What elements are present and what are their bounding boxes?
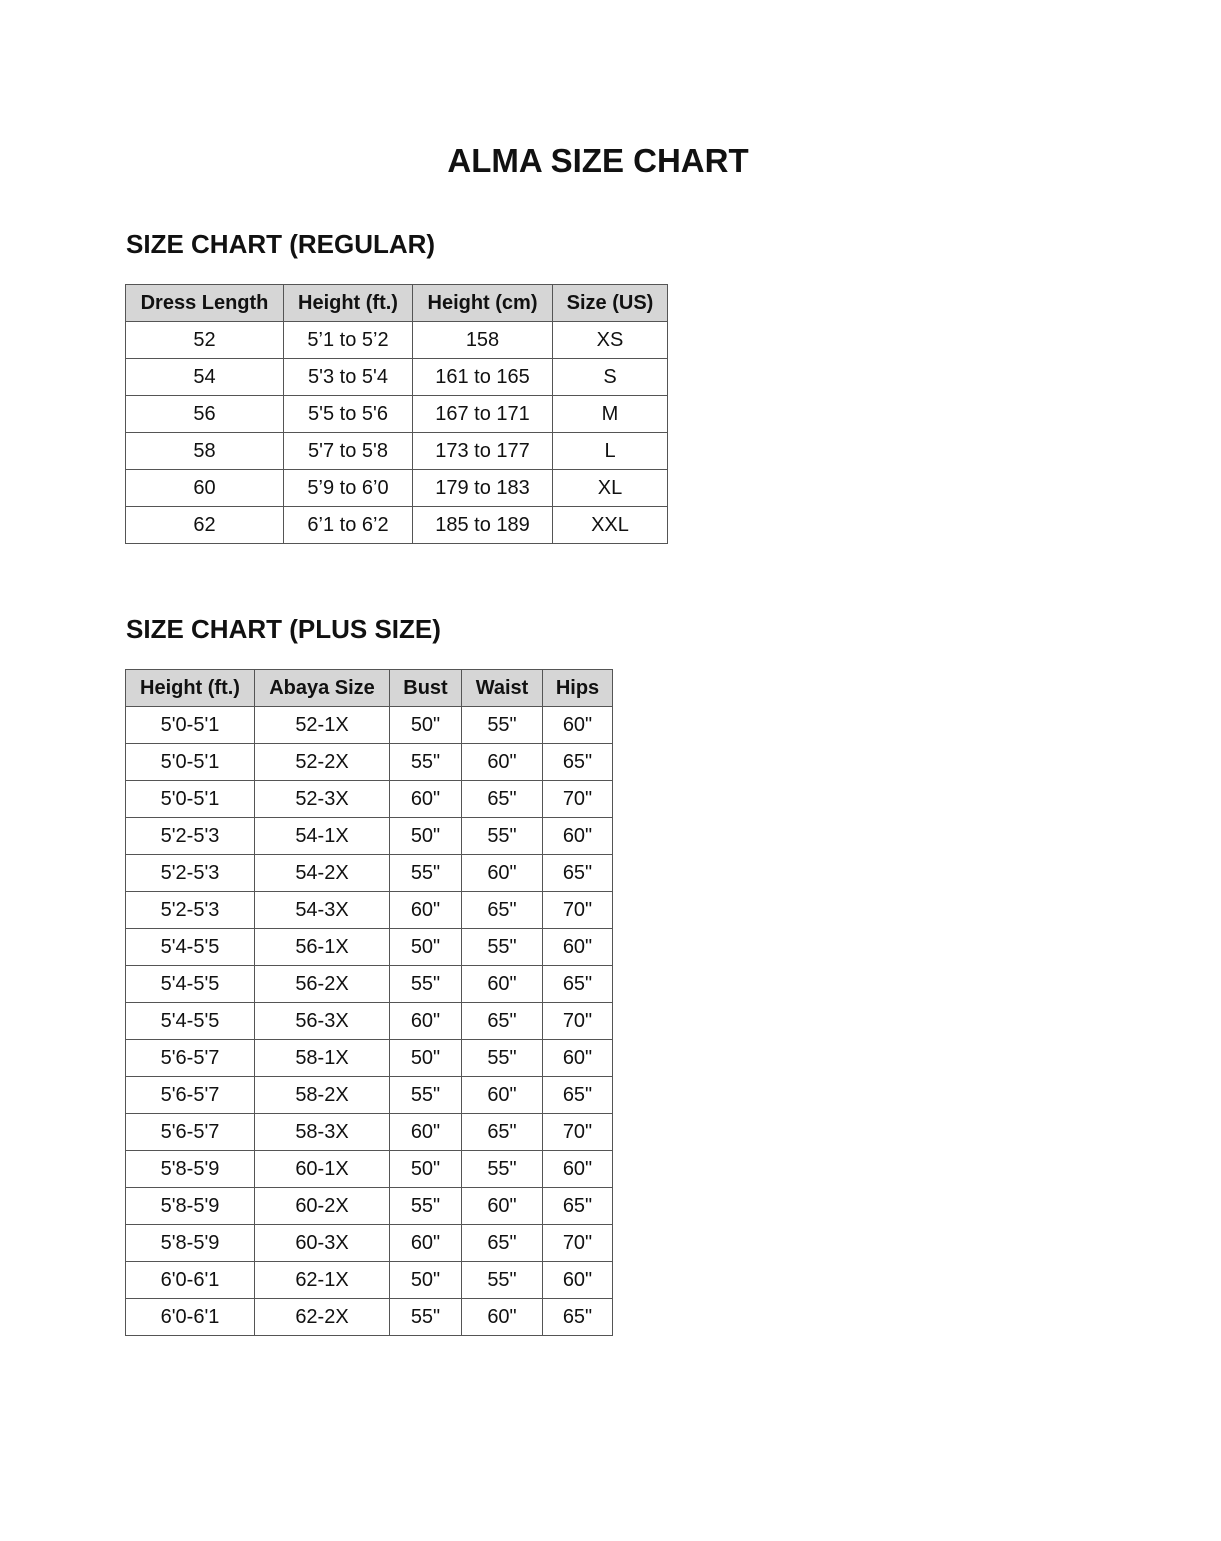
plus-size-table (125, 669, 613, 1336)
table-row (126, 1299, 613, 1336)
table-cell: 5'6-5'7 (126, 1114, 255, 1151)
table-cell: 52-3X (255, 781, 390, 818)
table-cell: 55" (390, 1077, 462, 1114)
table-row (126, 1151, 613, 1188)
table-cell: 60" (462, 855, 543, 892)
table-cell: 55" (462, 818, 543, 855)
table-cell: 55" (462, 1262, 543, 1299)
table-cell: 52-2X (255, 744, 390, 781)
table-cell: 60 (126, 470, 284, 507)
table-row (126, 433, 668, 470)
regular-size-table (125, 284, 668, 544)
column-header: Hips (543, 670, 613, 707)
table-cell: 55" (390, 744, 462, 781)
table-cell: 60" (462, 1188, 543, 1225)
table-row (126, 507, 668, 544)
table-cell: 5'5 to 5'6 (284, 396, 413, 433)
table-cell: 55" (462, 1151, 543, 1188)
table-cell: 60" (462, 966, 543, 1003)
table-cell: XL (553, 470, 668, 507)
table-cell: 58-2X (255, 1077, 390, 1114)
table-cell: 58-3X (255, 1114, 390, 1151)
regular-size-heading: SIZE CHART (REGULAR) (126, 229, 436, 259)
table-cell: 60-2X (255, 1188, 390, 1225)
table-row (126, 1003, 613, 1040)
table-cell: 62-2X (255, 1299, 390, 1336)
table-cell: 60" (462, 1299, 543, 1336)
plus-size-heading: SIZE CHART (PLUS SIZE) (126, 614, 441, 644)
table-cell: 5'8-5'9 (126, 1188, 255, 1225)
table-cell: 56-3X (255, 1003, 390, 1040)
table-cell: 5’9 to 6’0 (284, 470, 413, 507)
table-cell: 60" (390, 1225, 462, 1262)
table-row (126, 707, 613, 744)
table-cell: 60" (390, 1003, 462, 1040)
table-cell: 65" (462, 892, 543, 929)
table-header-row (126, 285, 668, 322)
page-title: ALMA SIZE CHART (447, 142, 749, 179)
table-cell: 55" (462, 1040, 543, 1077)
table-cell: 65" (462, 1225, 543, 1262)
table-cell: 70" (543, 781, 613, 818)
table-cell: 5'6-5'7 (126, 1040, 255, 1077)
table-row (126, 929, 613, 966)
table-cell: 55" (390, 1188, 462, 1225)
table-cell: 5'8-5'9 (126, 1151, 255, 1188)
table-cell: 54-3X (255, 892, 390, 929)
table-cell: 5'4-5'5 (126, 1003, 255, 1040)
table-cell: 6'0-6'1 (126, 1262, 255, 1299)
table-cell: 5'6-5'7 (126, 1077, 255, 1114)
table-cell: 60-3X (255, 1225, 390, 1262)
table-cell: 60" (543, 1262, 613, 1299)
table-cell: 5'2-5'3 (126, 818, 255, 855)
table-cell: 52 (126, 322, 284, 359)
table-cell: 173 to 177 (413, 433, 553, 470)
table-row (126, 1262, 613, 1299)
table-cell: 50" (390, 707, 462, 744)
table-cell: 70" (543, 1225, 613, 1262)
table-cell: 65" (462, 1003, 543, 1040)
table-row (126, 1188, 613, 1225)
table-cell: 50" (390, 818, 462, 855)
table-cell: 55" (462, 707, 543, 744)
table-cell: 54-2X (255, 855, 390, 892)
table-cell: M (553, 396, 668, 433)
table-cell: 167 to 171 (413, 396, 553, 433)
table-cell: 65" (543, 1077, 613, 1114)
table-row (126, 744, 613, 781)
table-cell: 5'0-5'1 (126, 744, 255, 781)
table-cell: 6’1 to 6’2 (284, 507, 413, 544)
table-cell: 65" (543, 1299, 613, 1336)
table-cell: 65" (462, 781, 543, 818)
table-cell: 56 (126, 396, 284, 433)
table-cell: 65" (543, 855, 613, 892)
table-cell: 6'0-6'1 (126, 1299, 255, 1336)
table-cell: 50" (390, 1151, 462, 1188)
column-header: Height (ft.) (284, 285, 413, 322)
table-row (126, 470, 668, 507)
table-row (126, 359, 668, 396)
table-cell: 5'8-5'9 (126, 1225, 255, 1262)
table-cell: 5'4-5'5 (126, 966, 255, 1003)
column-header: Bust (390, 670, 462, 707)
table-cell: 50" (390, 1262, 462, 1299)
table-cell: 60" (543, 818, 613, 855)
table-cell: 70" (543, 1114, 613, 1151)
table-cell: 55" (462, 929, 543, 966)
table-cell: 60" (543, 929, 613, 966)
table-cell: 5'7 to 5'8 (284, 433, 413, 470)
column-header: Dress Length (126, 285, 284, 322)
table-cell: 60" (390, 1114, 462, 1151)
column-header: Abaya Size (255, 670, 390, 707)
table-cell: 60" (390, 892, 462, 929)
table-cell: 60" (462, 744, 543, 781)
table-row (126, 892, 613, 929)
table-cell: XXL (553, 507, 668, 544)
table-cell: 54-1X (255, 818, 390, 855)
table-cell: 60" (543, 1151, 613, 1188)
table-cell: 60" (543, 707, 613, 744)
table-cell: XS (553, 322, 668, 359)
column-header: Waist (462, 670, 543, 707)
table-cell: 158 (413, 322, 553, 359)
table-cell: 60" (462, 1077, 543, 1114)
table-row (126, 818, 613, 855)
table-row (126, 1040, 613, 1077)
table-cell: 60-1X (255, 1151, 390, 1188)
table-cell: 58 (126, 433, 284, 470)
column-header: Height (cm) (413, 285, 553, 322)
table-row (126, 322, 668, 359)
table-cell: 5'0-5'1 (126, 707, 255, 744)
table-row (126, 396, 668, 433)
table-cell: 5'0-5'1 (126, 781, 255, 818)
table-cell: 5’1 to 5’2 (284, 322, 413, 359)
table-cell: 52-1X (255, 707, 390, 744)
table-cell: 5'4-5'5 (126, 929, 255, 966)
table-header-row (126, 670, 613, 707)
table-cell: 62 (126, 507, 284, 544)
table-cell: 62-1X (255, 1262, 390, 1299)
column-header: Height (ft.) (126, 670, 255, 707)
table-cell: 161 to 165 (413, 359, 553, 396)
table-cell: 60" (543, 1040, 613, 1077)
table-row (126, 1225, 613, 1262)
table-cell: 65" (543, 966, 613, 1003)
table-cell: 65" (543, 1188, 613, 1225)
table-row (126, 781, 613, 818)
table-cell: 5'2-5'3 (126, 855, 255, 892)
table-cell: 56-1X (255, 929, 390, 966)
table-cell: 65" (543, 744, 613, 781)
table-cell: 50" (390, 1040, 462, 1077)
table-row (126, 966, 613, 1003)
table-cell: 55" (390, 966, 462, 1003)
column-header: Size (US) (553, 285, 668, 322)
table-cell: 56-2X (255, 966, 390, 1003)
table-cell: S (553, 359, 668, 396)
table-cell: 185 to 189 (413, 507, 553, 544)
table-row (126, 1077, 613, 1114)
table-cell: 5'2-5'3 (126, 892, 255, 929)
table-cell: 58-1X (255, 1040, 390, 1077)
table-cell: L (553, 433, 668, 470)
table-cell: 70" (543, 1003, 613, 1040)
table-cell: 55" (390, 855, 462, 892)
table-cell: 70" (543, 892, 613, 929)
table-row (126, 855, 613, 892)
table-cell: 54 (126, 359, 284, 396)
table-cell: 60" (390, 781, 462, 818)
table-cell: 50" (390, 929, 462, 966)
table-cell: 179 to 183 (413, 470, 553, 507)
table-cell: 55" (390, 1299, 462, 1336)
table-cell: 65" (462, 1114, 543, 1151)
table-row (126, 1114, 613, 1151)
table-cell: 5'3 to 5'4 (284, 359, 413, 396)
